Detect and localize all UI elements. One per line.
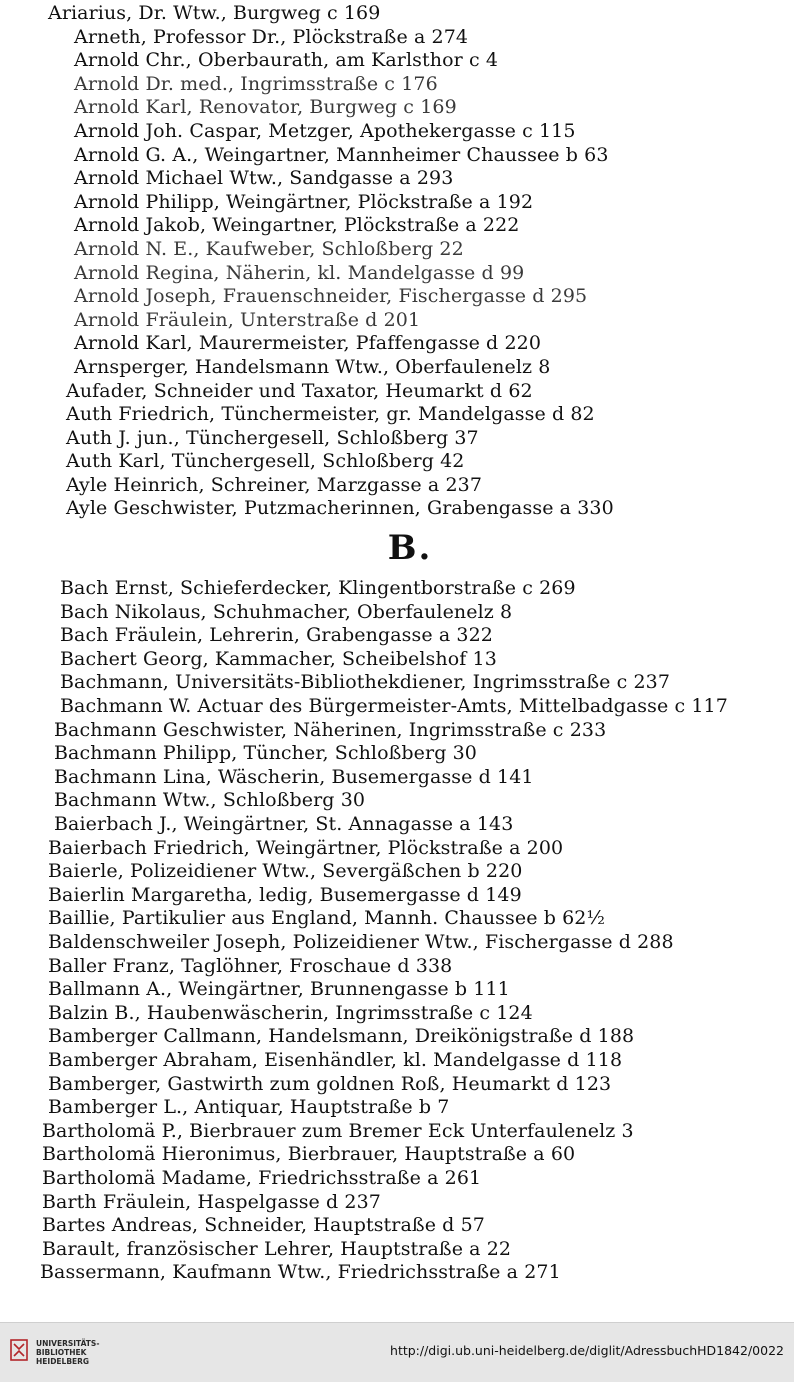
list-item: Barth Fräulein, Haspelgasse d 237 <box>42 1190 382 1213</box>
list-item: Arnold Philipp, Weingärtner, Plöckstraße a 192 <box>74 190 534 213</box>
list-item: Arnold Regina, Näherin, kl. Mandelgasse d 99 <box>74 261 525 284</box>
list-item: Bachmann Geschwister, Näherinen, Ingrimsstraße c 233 <box>54 718 607 741</box>
list-item: Arnold Karl, Renovator, Burgweg c 169 <box>74 96 457 119</box>
list-item: Bamberger, Gastwirth zum goldnen Roß, Heumarkt d 123 <box>48 1072 612 1095</box>
list-item: Baierbach Friedrich, Weingärtner, Plöckstraße a 200 <box>48 836 564 859</box>
list-item: Bartholomä Hieronimus, Bierbrauer, Hauptstraße a 60 <box>42 1143 576 1166</box>
list-item: Auth Karl, Tünchergesell, Schloßberg 42 <box>66 450 465 473</box>
list-item: Arnold Joseph, Frauenschneider, Fischergasse d 295 <box>74 285 588 308</box>
list-item: Bamberger Callmann, Handelsmann, Dreikönigstraße d 188 <box>48 1025 635 1048</box>
list-item: Bach Fräulein, Lehrerin, Grabengasse a 322 <box>60 624 493 647</box>
list-item: Baierle, Polizeidiener Wtw., Severgäßchen b 220 <box>48 860 523 883</box>
list-item: Bachmann, Universitäts-Bibliothekdiener, Ingrimsstraße c 237 <box>60 671 671 694</box>
list-item: Baierbach J., Weingärtner, St. Annagasse a 143 <box>54 813 514 835</box>
list-item: Baillie, Partikulier aus England, Mannh. Chaussee b 62½ <box>48 907 605 930</box>
list-item: Arnold Chr., Oberbaurath, am Karlsthor c 4 <box>74 49 499 72</box>
list-item: Arnold Fräulein, Unterstraße d 201 <box>74 308 421 331</box>
list-item: Bach Nikolaus, Schuhmacher, Oberfaulenelz 8 <box>60 600 513 623</box>
page-url[interactable]: http://digi.ub.uni-heidelberg.de/diglit/AdressbuchHD1842/0022 <box>390 1343 784 1358</box>
list-item: Bartes Andreas, Schneider, Hauptstraße d 57 <box>42 1214 485 1237</box>
list-item: Auth Friedrich, Tünchermeister, gr. Mandelgasse d 82 <box>66 403 595 426</box>
list-item: Arnold G. A., Weingartner, Mannheimer Chaussee b 63 <box>74 143 609 166</box>
entries-column <box>40 2 780 1285</box>
list-item: Arnold Dr. med., Ingrimsstraße c 176 <box>74 72 438 95</box>
list-item: Arnold Karl, Maurermeister, Pfaffengasse d 220 <box>74 332 542 355</box>
logo-text: UNIVERSITÄTS- BIBLIOTHEK HEIDELBERG <box>36 1339 100 1366</box>
list-item: Bartholomä P., Bierbrauer zum Bremer Eck Unterfaulenelz 3 <box>42 1119 634 1142</box>
list-item: Bach Ernst, Schieferdecker, Klingentborstraße c 269 <box>60 577 576 600</box>
list-item: Bachmann Wtw., Schloßberg 30 <box>54 789 366 812</box>
list-item: Auth J. jun., Tünchergesell, Schloßberg 37 <box>66 426 479 449</box>
list-item: Bachmann Lina, Wäscherin, Busemergasse d 141 <box>54 765 534 788</box>
list-item: Arnold Jakob, Weingartner, Plöckstraße a 222 <box>74 214 520 237</box>
section-letter: B. <box>387 528 433 569</box>
list-item: Arnold Michael Wtw., Sandgasse a 293 <box>74 167 454 190</box>
list-item: Bachmann W. Actuar des Bürgermeister-Amts, Mittelbadgasse c 117 <box>60 695 728 718</box>
list-item: Bachert Georg, Kammacher, Scheibelshof 13 <box>60 647 497 670</box>
viewer-footer <box>0 1322 794 1382</box>
list-item: Arnsperger, Handelsmann Wtw., Oberfaulenelz 8 <box>74 355 551 378</box>
list-item: Barault, französischer Lehrer, Hauptstraße a 22 <box>42 1237 512 1260</box>
list-item: Aufader, Schneider und Taxator, Heumarkt d 62 <box>66 379 533 402</box>
list-item: Arnold N. E., Kaufweber, Schloßberg 22 <box>74 237 464 260</box>
list-item: Balzin B., Haubenwäscherin, Ingrimsstraße c 124 <box>48 1001 533 1024</box>
list-item: Ballmann A., Weingärtner, Brunnengasse b 111 <box>48 978 510 1001</box>
list-item: Baller Franz, Taglöhner, Froschaue d 338 <box>48 954 453 977</box>
list-item: Bachmann Philipp, Tüncher, Schloßberg 30 <box>54 742 477 765</box>
list-item: Baierlin Margaretha, ledig, Busemergasse d 149 <box>48 883 522 906</box>
library-logo[interactable] <box>8 1331 128 1375</box>
list-item: Bamberger Abraham, Eisenhändler, kl. Mandelgasse d 118 <box>48 1048 623 1071</box>
seal-icon <box>10 1339 28 1361</box>
list-item: Bassermann, Kaufmann Wtw., Friedrichsstraße a 271 <box>40 1261 561 1284</box>
list-item: Ayle Heinrich, Schreiner, Marzgasse a 237 <box>66 473 483 496</box>
list-item: Arneth, Professor Dr., Plöckstraße a 274 <box>74 25 469 48</box>
list-item: Bamberger L., Antiquar, Hauptstraße b 7 <box>48 1096 450 1119</box>
list-item: Bartholomä Madame, Friedrichsstraße a 261 <box>42 1166 482 1189</box>
list-item: Arnold Joh. Caspar, Metzger, Apothekergasse c 115 <box>74 119 576 142</box>
list-item: Ayle Geschwister, Putzmacherinnen, Grabengasse a 330 <box>66 497 614 520</box>
list-item: Ariarius, Dr. Wtw., Burgweg c 169 <box>48 2 381 24</box>
list-item: Baldenschweiler Joseph, Polizeidiener Wtw., Fischergasse d 288 <box>48 930 674 953</box>
